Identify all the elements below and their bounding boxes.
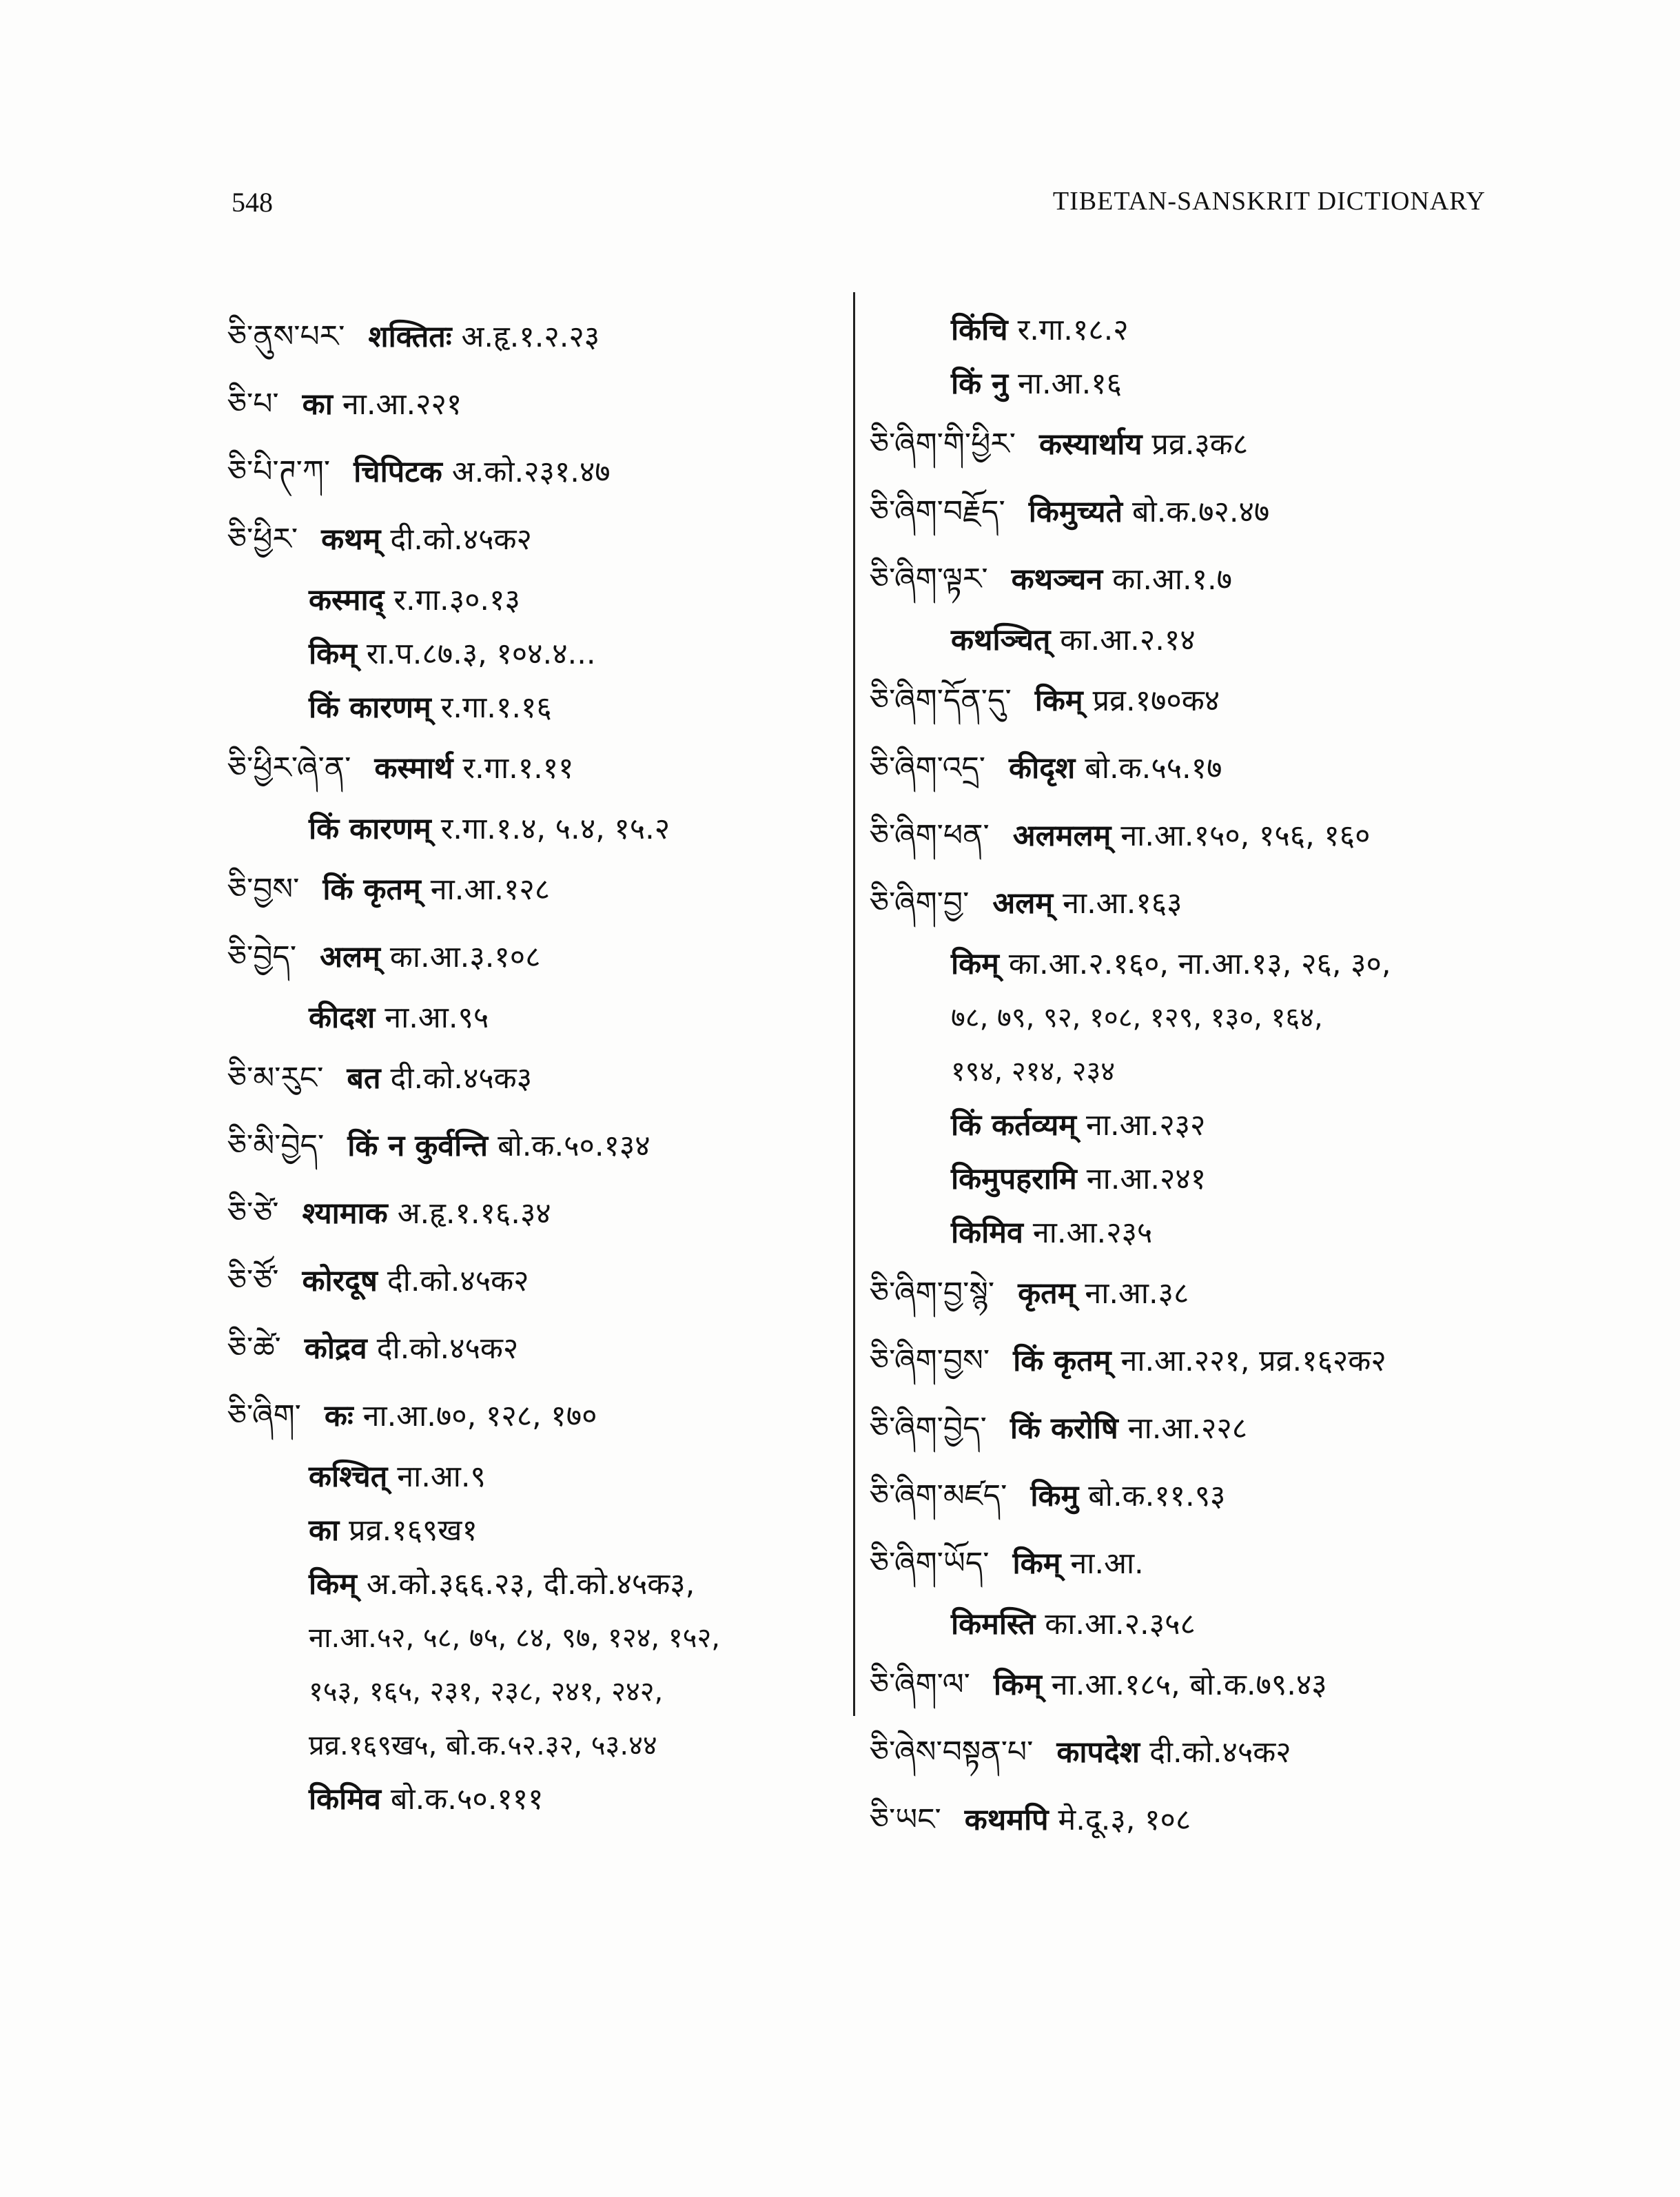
source-reference: ना.आ.२२१ [342,387,462,422]
sub-entry [870,1206,1490,1260]
tibetan-headword: ཅི་ཞིག་བྱ་ [870,886,970,921]
source-reference: ना.आ.२४१ [1086,1162,1207,1196]
sanskrit-equivalent: का [302,387,333,422]
sub-entry [227,802,834,856]
reference-continuation [870,991,1490,1045]
source-reference: १९४, २१४, २३४ [951,1056,1116,1087]
sanskrit-equivalent: किं कृतम् [1013,1344,1112,1378]
sub-entry [870,1597,1490,1651]
reference-continuation [227,1719,834,1772]
tibetan-headword: ཅི་ཞིག་ཡོད་ [870,1546,990,1581]
sub-entry [870,357,1490,411]
dictionary-entry [227,735,834,802]
sanskrit-equivalent: किं कर्तव्यम् [951,1108,1077,1143]
source-reference: ना.आ.९ [397,1460,486,1494]
tibetan-headword: ཅི་པི་ཊ་ཀ་ [227,454,331,489]
dictionary-entry [870,1462,1490,1530]
source-reference: बो.क.७२.४७ [1132,495,1270,529]
sanskrit-equivalent: अलम् [320,940,380,974]
tibetan-headword: ཅི་མ་རུང་ [227,1061,324,1096]
sanskrit-equivalent: कस्माद् [309,583,385,617]
source-reference: का.आ.१.७ [1112,562,1233,597]
source-reference: बो.क.५०.१११ [390,1782,544,1817]
dictionary-entry [870,870,1490,937]
source-reference: का.आ.३.१०८ [389,940,541,974]
dictionary-entry [870,411,1490,478]
sanskrit-equivalent: किमिव [309,1782,381,1817]
tibetan-headword: ཅི་ཞིག་བྱ་སྙེ་ [870,1276,995,1311]
tibetan-headword: ཅི་ནུས་པར་ [227,319,345,354]
sanskrit-equivalent: किम् [993,1668,1042,1702]
tibetan-headword: ཅི་བྱེད་ [227,939,297,974]
source-reference: का.आ.२.३५८ [1045,1607,1196,1642]
sanskrit-equivalent: कोरदूष [302,1264,378,1298]
dictionary-entry [870,1395,1490,1462]
tibetan-headword: ཅི་ཞིག་འདྲ་ [870,750,986,786]
sanskrit-equivalent: कापदेश [1056,1735,1140,1770]
sanskrit-equivalent: किमुच्यते [1028,495,1123,529]
dictionary-entry [227,438,834,506]
source-reference: ना.आ.३८ [1085,1276,1189,1311]
sanskrit-equivalent: अलमलम् [1012,819,1112,853]
sub-entry [870,613,1490,667]
sanskrit-equivalent: कस्यार्थाय [1039,427,1143,462]
right-column [870,303,1490,1854]
source-reference: रा.प.८७.३, १०४.४... [366,637,596,671]
source-reference: र.गा.३०.१३ [393,583,520,617]
tibetan-headword: ཅི་བྱས་ [227,872,300,907]
source-reference: ना.आ.२२८ [1127,1411,1248,1446]
dictionary-entry [227,303,834,371]
page-number: 548 [232,187,273,218]
sanskrit-equivalent: शक्तितः [368,320,452,354]
sanskrit-equivalent: किमस्ति [951,1607,1036,1642]
source-reference: प्रव्र.३क८ [1151,427,1249,462]
dictionary-entry [227,923,834,991]
source-reference: दी.को.४५क२ [1149,1735,1291,1770]
sub-entry [227,1772,834,1826]
tibetan-headword: ཅི་ཞིག་ [227,1398,301,1433]
tibetan-headword: ཅི་ཞིག་དོན་དུ་ [870,683,1012,718]
reference-continuation [227,1611,834,1665]
source-reference: र.गा.१८.२ [1017,313,1129,347]
left-column [227,303,834,1826]
tibetan-headword: ཅི་ཙོ་ [227,1263,279,1298]
source-reference: ना.आ.२३२ [1086,1108,1206,1143]
dictionary-entry [870,478,1490,546]
sanskrit-equivalent: किं कारणम् [309,691,431,725]
sanskrit-equivalent: किम् [309,637,357,671]
dictionary-entry [227,1247,834,1315]
dictionary-entry [227,1045,834,1112]
source-reference: र.गा.१.४, ५.४, १५.२ [440,812,670,846]
source-reference: बो.क.११.९३ [1088,1479,1226,1513]
source-reference: मे.दू.३, १०८ [1058,1803,1191,1837]
dictionary-entry [870,802,1490,870]
source-reference: दी.को.४५क३ [390,1061,533,1096]
tibetan-headword: ཅི་ཞིག་བྱེད་ [870,1411,987,1446]
sanskrit-equivalent: किमुपहरामि [951,1162,1077,1196]
sanskrit-equivalent: किम् [1034,684,1083,718]
source-reference: ना.आ.२३५ [1032,1216,1153,1250]
tibetan-headword: ཅི་མི་བྱེད་ [227,1128,325,1163]
sanskrit-equivalent: कः [324,1399,354,1433]
tibetan-headword: ཅི་ཕྱིར་ཞེ་ན་ [227,750,351,786]
tibetan-headword: ཅི་ཕྱིར་ [227,522,298,557]
dictionary-entry [870,735,1490,802]
tibetan-headword: ཅི་ཞིག་བརྗོད་ [870,494,1005,529]
dictionary-entry [227,1180,834,1247]
sanskrit-equivalent: चिपिटक [354,455,442,489]
dictionary-entry [227,1315,834,1382]
dictionary-entry [870,1530,1490,1597]
tibetan-headword: ཅི་ཞིག་མཛད་ [870,1478,1007,1513]
dictionary-entry [870,546,1490,613]
dictionary-entry [227,1382,834,1450]
sub-entry [227,1504,834,1557]
source-reference: र.गा.१.१६ [440,691,552,725]
sanskrit-equivalent: कथञ्चन [1011,562,1103,597]
tibetan-headword: ཅི་ཞེས་བསྟན་པ་ [870,1735,1034,1770]
source-reference: बो.क.५०.१३४ [498,1129,651,1163]
sanskrit-equivalent: कीदश [309,1001,376,1035]
reference-continuation [227,1665,834,1719]
sanskrit-equivalent: कथञ्चित् [951,623,1051,657]
dictionary-entry [227,1112,834,1180]
dictionary-entry [870,1260,1490,1327]
tibetan-headword: ཅི་ཞིག་ལ་ [870,1667,970,1702]
source-reference: अ.हृ.१.१६.३४ [397,1196,551,1231]
source-reference: ना.आ.१२८ [430,872,551,907]
source-reference: का.आ.२.१४ [1060,623,1196,657]
source-reference: दी.को.४५क२ [390,522,532,557]
sanskrit-equivalent: अलम् [992,886,1054,921]
dictionary-entry [227,371,834,438]
tibetan-headword: ཅི་ཞིག་ཕན་ [870,818,990,853]
source-reference: ना.आ.९५ [385,1001,489,1035]
tibetan-headword: ཅི་ཙེ་ [227,1196,279,1231]
sanskrit-equivalent: किम् [309,1567,357,1602]
sanskrit-equivalent: श्यामाक [302,1196,388,1231]
reference-continuation [870,1045,1490,1098]
sub-entry [227,573,834,627]
source-reference: ना.आ.१६३ [1063,886,1182,921]
source-reference: प्रव्र.१६९ख१ [349,1513,478,1548]
sub-entry [227,991,834,1045]
source-reference: दी.को.४५क२ [387,1264,529,1298]
tibetan-headword: ཅི་ཡང་ [870,1802,941,1837]
sanskrit-equivalent: कस्मार्थ [374,751,453,786]
source-reference: ना.आ.७०, १२८, १७० [362,1399,597,1433]
sanskrit-equivalent: कश्चित् [309,1460,388,1494]
sanskrit-equivalent: किम् [951,947,999,981]
tibetan-headword: ཅི་པ་ [227,387,279,422]
source-reference: प्रव्र.१७०क४ [1092,684,1220,718]
dictionary-entry [870,667,1490,735]
sanskrit-equivalent: किं कृतम् [322,872,421,907]
sanskrit-equivalent: किमु [1030,1479,1079,1513]
sanskrit-equivalent: कीदृश [1009,751,1076,786]
sanskrit-equivalent: कृतम् [1018,1276,1076,1311]
sanskrit-equivalent: कथमपि [964,1803,1049,1837]
tibetan-headword: ཅི་ཚེ་ [227,1331,281,1366]
sanskrit-equivalent: बत [347,1061,381,1096]
dictionary-entry [870,1719,1490,1786]
sanskrit-equivalent: कोद्रव [304,1331,367,1366]
source-reference: र.गा.१.११ [462,751,574,786]
sub-entry [870,303,1490,357]
sanskrit-equivalent: किंचि [951,313,1008,347]
source-reference: अ.को.२३१.४७ [451,455,611,489]
source-reference: ना.आ.१८५, बो.क.७९.४३ [1051,1668,1327,1702]
tibetan-headword: ཅི་ཞིག་ལྟར་ [870,562,988,597]
source-reference: १५३, १६५, २३१, २३८, २४१, २४२, [309,1676,664,1708]
dictionary-entry [227,856,834,923]
sub-entry [227,627,834,681]
source-reference: बो.क.५५.१७ [1085,751,1222,786]
sub-entry [227,681,834,735]
dictionary-entry [870,1786,1490,1854]
tibetan-headword: ཅི་ཞིག་གི་ཕྱིར་ [870,427,1016,462]
source-reference: ना.आ.१५०, १५६, १६० [1120,819,1371,853]
running-head: TIBETAN-SANSKRIT DICTIONARY [1052,187,1486,216]
sanskrit-equivalent: किं करोषि [1010,1411,1118,1446]
sanskrit-equivalent: कथम् [321,522,381,557]
sanskrit-equivalent: किं न कुर्वन्ति [347,1129,489,1163]
sanskrit-equivalent: का [309,1513,340,1548]
sanskrit-equivalent: किमिव [951,1216,1023,1250]
sanskrit-equivalent: किम् [1012,1546,1061,1581]
dictionary-entry [227,506,834,573]
column-divider [853,292,855,1716]
source-reference: ना.आ.२२१, प्रव्र.१६२क२ [1120,1344,1386,1378]
sanskrit-equivalent: किं कारणम् [309,812,431,846]
source-reference: ना.आ. [1070,1546,1144,1581]
source-reference: प्रव्र.१६९ख५, बो.क.५२.३२, ५३.४४ [309,1730,657,1761]
sub-entry [227,1450,834,1504]
source-reference: ना.आ.१६ [1018,367,1123,401]
dictionary-entry [870,1327,1490,1395]
source-reference: दी.को.४५क२ [376,1331,519,1366]
tibetan-headword: ཅི་ཞིག་བྱས་ [870,1343,990,1378]
sanskrit-equivalent: किं नु [951,367,1008,401]
source-reference: अ.हृ.१.२.२३ [461,320,600,354]
sub-entry [870,1098,1490,1152]
sub-entry [870,1152,1490,1206]
sub-entry [227,1557,834,1611]
sub-entry [870,937,1490,991]
source-reference: ना.आ.५२, ५८, ७५, ८४, ९७, १२४, १५२, [309,1622,720,1654]
source-reference: ७८, ७९, ९२, १०८, १२९, १३०, १६४, [951,1002,1323,1034]
source-reference: अ.को.३६६.२३, दी.को.४५क३, [366,1567,695,1602]
dictionary-entry [870,1651,1490,1719]
source-reference: का.आ.२.१६०, ना.आ.१३, २६, ३०, [1008,947,1391,981]
